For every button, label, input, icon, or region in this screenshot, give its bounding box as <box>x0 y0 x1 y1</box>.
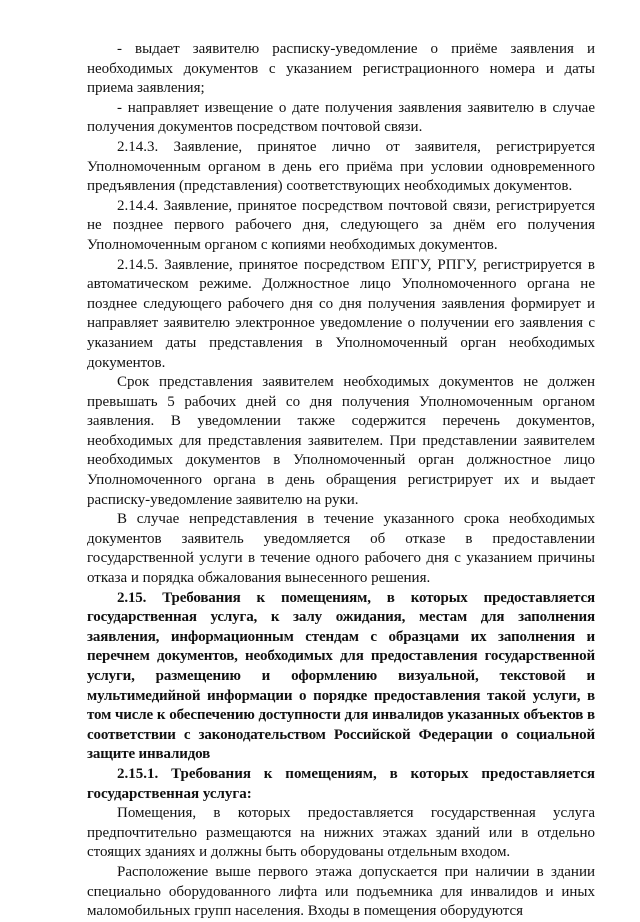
document-page <box>87 40 595 922</box>
subsection-heading-2-15-1: 2.15.1. Требования к помещениям, в которых предоставляется государственная услуга: <box>87 765 595 802</box>
list-item-issue-receipt: - выдает заявителю расписку-уведомление о приёме заявления и необходимых документов с указанием регистрационного номера и даты приема заявления; <box>87 41 595 97</box>
clause-2-14-4: 2.14.4. Заявление, принятое посредством почтовой связи, регистрируется не позднее первого рабочего дня, следующего за днём его получения Уполномоченным органом с копиями необходимых документов. <box>87 197 595 253</box>
section-heading-2-15: 2.15. Требования к помещениям, в которых предоставляется государственная услуга, к залу ожидания, местам для заполнения заявления, информационным стендам с образцами их заполнения и перечнем документов, необходимых для предоставления государственной услуги, размещению и оформлению визуальной, текстовой и мультимедийной информации о порядке предоставления такой услуги, в том числе к обеспечению доступности для инвалидов указанных объектов в соответствии с законодательством Российской Федерации о социальной защите инвалидов <box>87 589 595 763</box>
clause-2-14-3: 2.14.3. Заявление, принятое лично от заявителя, регистрируется Уполномоченным органом в день его приёма при условии одновременного предъявления (представления) соответствующих необходимых документов. <box>87 138 595 195</box>
paragraph-non-submission: В случае непредставления в течение указанного срока необходимых документов заявитель уведомляется об отказе в предоставлении государственной услуги в течение одного рабочего дня с указанием причины отказа и порядка обжалования вынесенного решения. <box>87 511 595 587</box>
list-item-send-notice: - направляет извещение о дате получения заявления заявителю в случае получения документов посредством почтовой связи. <box>87 99 595 136</box>
paragraph-submission-deadline: Срок представления заявителем необходимых документов не должен превышать 5 рабочих дней со дня получения Уполномоченным органом заявления. В уведомлении также содержится перечень документов, необходимых для представления заявителем. При представлении заявителем необходимых документов в Уполномоченный орган должностное лицо Уполномоченного органа в день обращения регистрирует их и выдает расписку-уведомление заявителю на руки. <box>87 374 595 508</box>
clause-2-14-5: 2.14.5. Заявление, принятое посредством ЕПГУ, РПГУ, регистрируется в автоматическом режиме. Должностное лицо Уполномоченного органа не позднее следующего рабочего дня со дня получения заявления формирует и направляет заявителю электронное уведомление о получении его заявления с указанием даты представления в Уполномоченный орган необходимых документов. <box>87 256 595 371</box>
paragraph-premises-location: Помещения, в которых предоставляется государственная услуга предпочтительно размещаются на нижних этажах зданий или в отдельно стоящих зданиях и должны быть оборудованы отдельным входом. <box>87 805 595 861</box>
paragraph-upper-floor-access: Расположение выше первого этажа допускается при наличии в здании специально оборудованного лифта или подъемника для инвалидов и иных маломобильных групп населения. Входы в помещения оборудуются <box>87 863 595 920</box>
